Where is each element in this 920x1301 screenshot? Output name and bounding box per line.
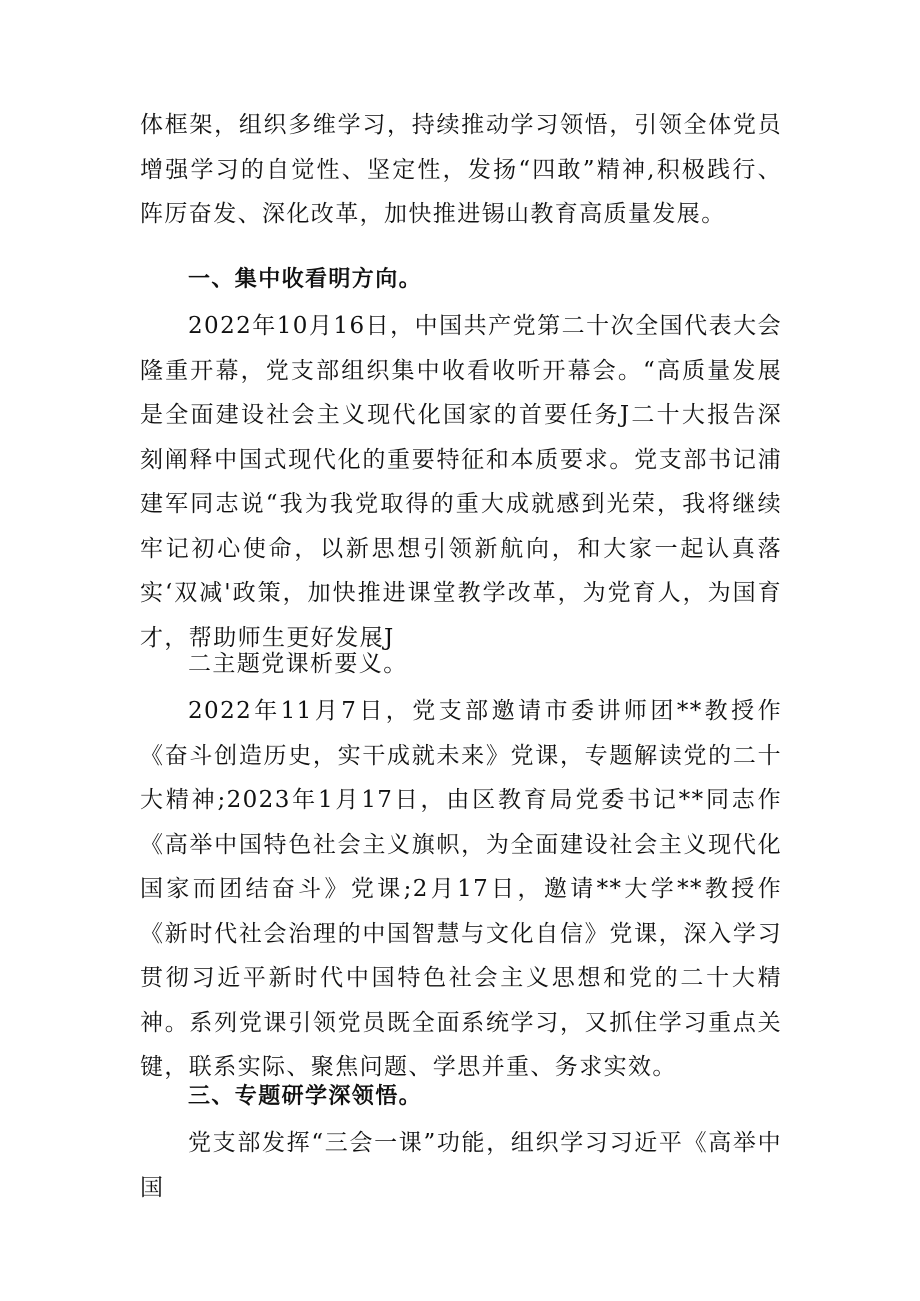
paragraph-3: 2022年11月7日，党支部邀请市委讲师团**教授作《奋斗创造历史，实干成就未来》党课，专题解读党的二十大精神;2023年1月17日，由区教育局党委书记**同志作《高举中国特色社会主义旗帜，为全面建设社会主义现代化国家而团结奋斗》党课;2月17日，邀请**大学**教授作《新时代社会治理的中国智慧与文化自信》党课，深入学习贯彻习近平新时代中国特色社会主义思想和党的二十大精神。系列党课引领党员既全面系统学习，又抓住学习重点关键，联系实际、聚焦问题、学思并重、务求实效。 — [140, 698, 782, 1080]
paragraph-1: 体框架，组织多维学习，持续推动学习领悟，引领全体党员增强学习的自觉性、坚定性，发扬“四敢”精神,积极践行、阵厉奋发、深化改革，加快推进锡山教育高质量发展。 — [140, 112, 782, 227]
section-heading-3: 三、专题研学深领悟。 — [188, 1084, 423, 1109]
paragraph-4: 党支部发挥“三会一课”功能，组织学习习近平《高举中国 — [140, 1130, 782, 1201]
paragraph-2: 2022年10月16日，中国共产党第二十次全国代表大会隆重开幕，党支部组织集中收看收听开幕会。“高质量发展是全面建设社会主义现代化国家的首要任务J二十大报告深刻阐释中国式现代化的重要特征和本质要求。党支部书记浦建军同志说“我为我党取得的重大成就感到光荣，我将继续牢记初心使命，以新思想引领新航向，和大家一起认真落实‘双减'政策，加快推进课堂教学改革，为党育人，为国育才，帮助师生更好发展J — [140, 313, 782, 651]
section-heading-1: 一、集中收看明方向。 — [188, 267, 423, 292]
section-heading-2: 二主题党课析要义。 — [188, 651, 408, 677]
